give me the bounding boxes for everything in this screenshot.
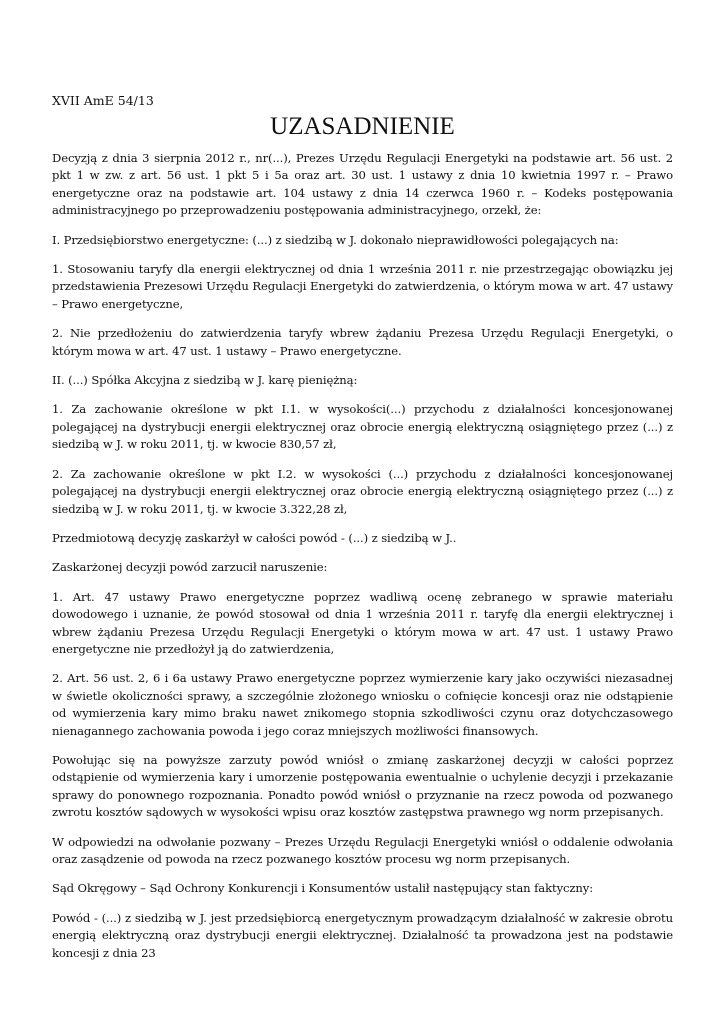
paragraph-facts: Powód - (...) z siedzibą w J. jest przedsiębiorcą energetycznym prowadzącym działalność w zakresie obrotu energią elektryczną oraz dystrybucji energii elektrycznej. Działalność ta prowadzona jest na podstawie koncesji z dnia 23 — [52, 910, 673, 960]
document-body — [52, 150, 673, 974]
paragraph-section-2: II. (...) Spółka Akcyjna z siedzibą w J. karę pieniężną: — [52, 373, 358, 388]
paragraph-allegations-intro: Zaskarżonej decyzji powód zarzucił naruszenie: — [52, 560, 328, 575]
paragraph-section-1-point-1: 1. Stosowaniu taryfy dla energii elektrycznej od dnia 1 września 2011 r. nie przestrzegając obowiązku jej przedstawienia Prezesowi Urzędu Regulacji Energetyki do zatwierdzenia, o którym mowa w art. 47 ustawy – Prawo energetyczne, — [52, 262, 673, 311]
document-title: UZASADNIENIE — [270, 113, 455, 140]
paragraph-response: W odpowiedzi na odwołanie pozwany – Prezes Urzędu Regulacji Energetyki wniósł o oddalenie odwołania oraz zasądzenie od powoda na rzecz pozwanego kosztów procesu wg norm przepisanych. — [52, 834, 673, 866]
paragraph-section-1-point-2: 2. Nie przedłożeniu do zatwierdzenia taryfy wbrew żądaniu Prezesa Urzędu Regulacji Energetyki, o którym mowa w art. 47 ust. 1 ustawy – Prawo energetyczne. — [52, 326, 673, 358]
paragraph-section-2-point-2: 2. Za zachowanie określone w pkt I.2. w wysokości (...) przychodu z działalności koncesjonowanej polegającej na dystrybucji energii elektrycznej oraz obrocie energią elektryczną osiągniętego przez (...) z siedzibą w J. w roku 2011, tj. w kwocie 3.322,28 zł, — [52, 466, 673, 516]
paragraph-appeal: Przedmiotową decyzję zaskarżył w całości powód - (...) z siedzibą w J.. — [52, 530, 457, 545]
paragraph-claims: Powołując się na powyższe zarzuty powód wniósł o zmianę zaskarżonej decyzji w całości poprzez odstąpienie od wymierzenia kary i umorzenie postępowania ewentualnie o uchylenie decyzji i przekazanie sprawy do ponownego rozpoznania. Ponadto powód wniósł o przyznanie na rzecz powoda od pozwanego zwrotu kosztów sądowych w wysokości wpisu oraz kosztów zastępstwa prawnego wg norm przepisanych. — [52, 752, 673, 820]
paragraph-allegation-1: 1. Art. 47 ustawy Prawo energetyczne poprzez wadliwą ocenę zebranego w sprawie materiału dowodowego i uznanie, że powód stosował od dnia 1 września 2011 r. taryfę dla energii elektrycznej i wbrew żądaniu Prezesa Urzędu Regulacji Energetyki o którym mowa w art. 47 ust. 1 ustawy Prawo energetyczne nie przedłożył ją do zatwierdzenia, — [52, 589, 673, 656]
paragraph-section-1: I. Przedsiębiorstwo energetyczne: (...) z siedzibą w J. dokonało nieprawidłowości polegających na: — [52, 232, 619, 247]
paragraph-court-findings: Sąd Okręgowy – Sąd Ochrony Konkurencji i Konsumentów ustalił następujący stan faktyczny: — [52, 881, 594, 896]
paragraph-allegation-2: 2. Art. 56 ust. 2, 6 i 6a ustawy Prawo energetyczne poprzez wymierzenie kary jako oczywiści niezasadnej w świetle okoliczności sprawy, a szczególnie złożonego wniosku o cofnięcie koncesji oraz nie odstąpienie od wymierzenia kary mimo braku nawet znikomego stopnia szkodliwości czynu oraz dotychczasowego nienagannego zachowania powoda i jego coraz mniejszych możliwości finansowych. — [52, 671, 673, 738]
case-number: XVII AmE 54/13 — [52, 93, 154, 108]
paragraph-decision-intro: Decyzją z dnia 3 sierpnia 2012 r., nr(...), Prezes Urzędu Regulacji Energetyki na podstawie art. 56 ust. 2 pkt 1 w zw. z art. 56 ust. 1 pkt 5 i 5a oraz art. 30 ust. 1 ustawy z dnia 10 kwietnia 1997 r. – Prawo energetyczne oraz na podstawie art. 104 ustawy z dnia 14 czerwca 1960 r. – Kodeks postępowania administracyjnego po przeprowadzeniu postępowania administracyjnego, orzekł, że: — [52, 151, 673, 218]
paragraph-section-2-point-1: 1. Za zachowanie określone w pkt I.1. w wysokości(...) przychodu z działalności koncesjonowanej polegającej na dystrybucji energii elektrycznej oraz obrocie energią elektryczną osiągniętego przez (...) z siedzibą w J. w roku 2011, tj. w kwocie 830,57 zł, — [52, 402, 673, 452]
